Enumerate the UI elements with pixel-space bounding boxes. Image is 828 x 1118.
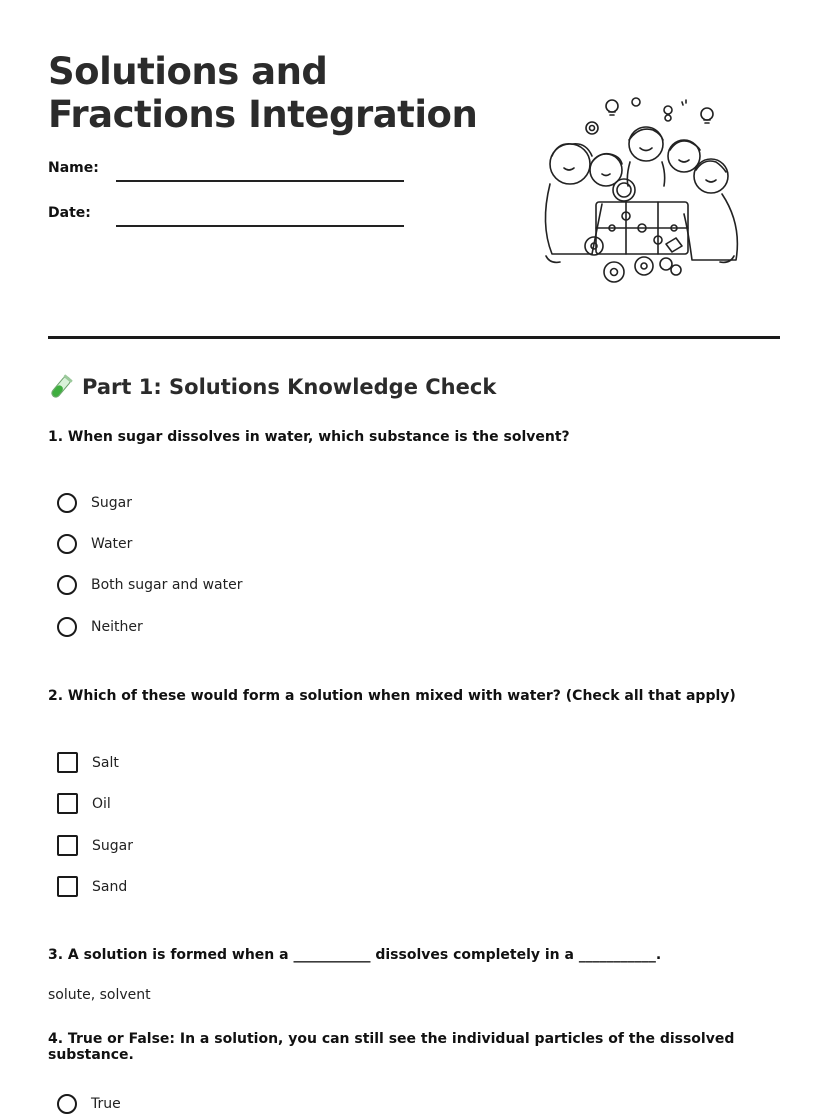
date-label: Date: <box>48 205 91 221</box>
q2-option-sugar[interactable] <box>57 835 133 856</box>
part1-title: Part 1: Solutions Knowledge Check <box>82 375 497 399</box>
q2-option-sand[interactable] <box>57 876 127 897</box>
q3-answer: solute, solvent <box>48 987 151 1003</box>
radio-button[interactable] <box>57 1094 77 1114</box>
option-label: Sugar <box>92 837 133 854</box>
question-1: 1. When sugar dissolves in water, which substance is the solvent? <box>48 429 570 445</box>
checkbox[interactable] <box>57 835 78 856</box>
children-puzzle-illustration <box>536 94 748 290</box>
option-label: Both sugar and water <box>91 577 243 593</box>
option-label: Sand <box>92 878 128 895</box>
page-title: Solutions and Fractions Integration <box>48 50 478 136</box>
date-field[interactable] <box>116 225 404 227</box>
checkbox[interactable] <box>57 876 78 897</box>
option-label: Neither <box>91 619 143 635</box>
test-tube-icon <box>48 374 74 400</box>
option-label: Salt <box>92 754 119 771</box>
q1-option-both[interactable] <box>57 575 243 595</box>
option-label: True <box>91 1096 121 1112</box>
option-label: Sugar <box>91 495 132 511</box>
option-label: Oil <box>92 795 111 812</box>
question-3: 3. A solution is formed when a ___________ dissolves completely in a ___________. <box>48 947 662 963</box>
question-2: 2. Which of these would form a solution when mixed with water? (Check all that apply) <box>48 688 736 704</box>
radio-button[interactable] <box>57 493 77 513</box>
option-label: Water <box>91 536 133 552</box>
section-divider <box>48 336 780 339</box>
radio-button[interactable] <box>57 534 77 554</box>
q1-option-water[interactable] <box>57 534 132 554</box>
part1-heading <box>48 374 496 400</box>
q2-option-oil[interactable] <box>57 793 111 814</box>
name-field[interactable] <box>116 180 404 182</box>
checkbox[interactable] <box>57 793 78 814</box>
radio-button[interactable] <box>57 575 77 595</box>
name-label: Name: <box>48 160 99 176</box>
q1-option-neither[interactable] <box>57 617 143 637</box>
q2-option-salt[interactable] <box>57 752 119 773</box>
q1-option-sugar[interactable] <box>57 493 132 513</box>
q4-option-true[interactable] <box>57 1094 121 1114</box>
question-4: 4. True or False: In a solution, you can still see the individual particles of the dissolved substance. <box>48 1031 735 1063</box>
checkbox[interactable] <box>57 752 78 773</box>
radio-button[interactable] <box>57 617 77 637</box>
